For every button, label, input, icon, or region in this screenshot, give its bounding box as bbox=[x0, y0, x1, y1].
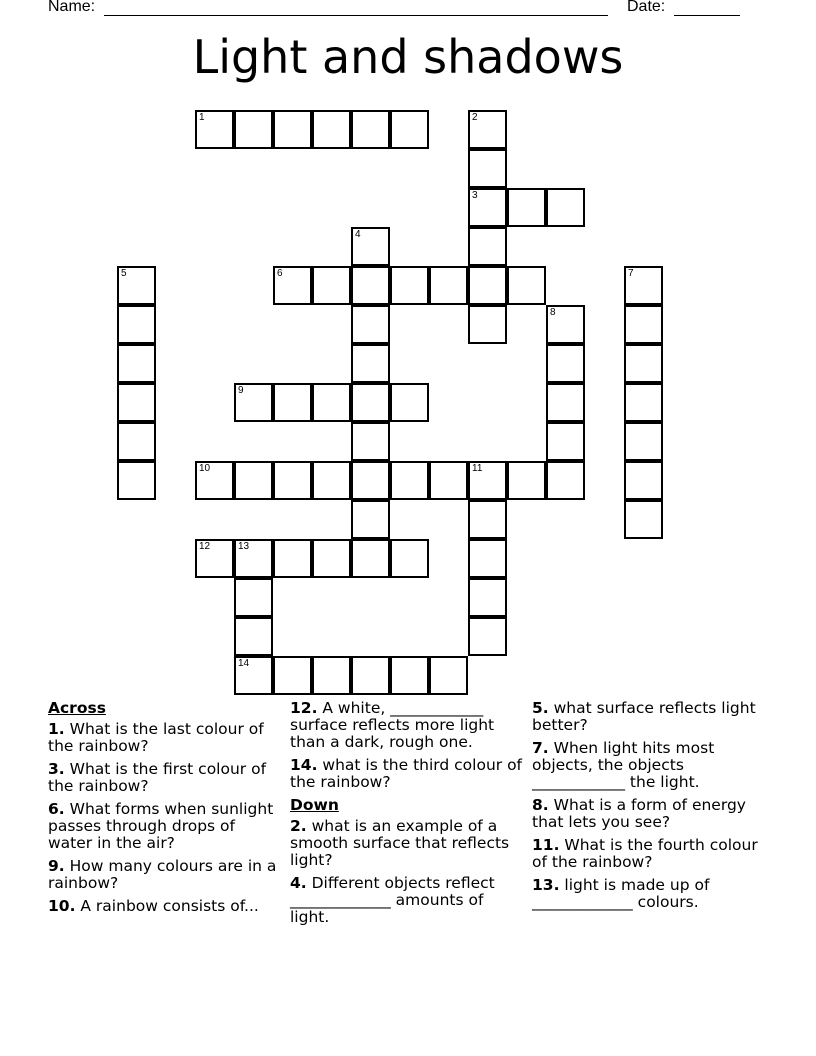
clue-number: 5. bbox=[532, 699, 549, 717]
down-heading: Down bbox=[290, 796, 339, 814]
clue-text: what is the third colour of the rainbow? bbox=[290, 756, 523, 791]
crossword-cell[interactable] bbox=[351, 539, 390, 578]
clue-text: A rainbow consists of... bbox=[80, 897, 259, 915]
crossword-cell[interactable] bbox=[351, 344, 390, 383]
crossword-cell[interactable] bbox=[234, 461, 273, 500]
crossword-cell[interactable] bbox=[273, 656, 312, 695]
crossword-cell[interactable] bbox=[351, 305, 390, 344]
crossword-cell[interactable] bbox=[624, 305, 663, 344]
date-label: Date: bbox=[627, 0, 666, 15]
cell-number: 12 bbox=[199, 541, 211, 552]
crossword-cell[interactable] bbox=[468, 617, 507, 656]
crossword-cell[interactable] bbox=[468, 266, 507, 305]
crossword-cell[interactable] bbox=[468, 578, 507, 617]
cell-number: 14 bbox=[238, 658, 250, 669]
clue-number: 4. bbox=[290, 874, 307, 892]
clue-column-2 bbox=[290, 700, 522, 932]
crossword-cell[interactable] bbox=[234, 539, 273, 578]
across-clue bbox=[48, 898, 278, 915]
crossword-cell[interactable] bbox=[195, 461, 234, 500]
crossword-cell[interactable] bbox=[273, 539, 312, 578]
cell-number: 8 bbox=[550, 307, 556, 318]
name-label: Name: bbox=[48, 0, 96, 15]
across-clue bbox=[48, 858, 278, 892]
crossword-cell[interactable] bbox=[390, 266, 429, 305]
down-clue bbox=[290, 818, 522, 869]
crossword-cell[interactable] bbox=[429, 656, 468, 695]
crossword-cell[interactable] bbox=[390, 461, 429, 500]
crossword-cell[interactable] bbox=[468, 188, 507, 227]
clue-text: Different objects reflect _____________ amounts of light. bbox=[290, 874, 495, 926]
crossword-cell[interactable] bbox=[351, 266, 390, 305]
clue-text: What is the fourth colour of the rainbow? bbox=[532, 836, 758, 871]
crossword-cell[interactable] bbox=[390, 656, 429, 695]
crossword-cell[interactable] bbox=[234, 578, 273, 617]
crossword-cell[interactable] bbox=[312, 383, 351, 422]
crossword-cell[interactable] bbox=[468, 539, 507, 578]
crossword-cell[interactable] bbox=[351, 110, 390, 149]
crossword-cell[interactable] bbox=[624, 383, 663, 422]
crossword-cell[interactable] bbox=[117, 305, 156, 344]
crossword-cell[interactable] bbox=[234, 383, 273, 422]
crossword-cell[interactable] bbox=[507, 266, 546, 305]
down-clue bbox=[532, 700, 772, 734]
crossword-cell[interactable] bbox=[468, 227, 507, 266]
cell-number: 2 bbox=[472, 112, 478, 123]
crossword-cell[interactable] bbox=[234, 617, 273, 656]
clue-text: A white, ____________ surface reflects more light than a dark, rough one. bbox=[290, 699, 495, 751]
crossword-cell[interactable] bbox=[117, 383, 156, 422]
crossword-cell[interactable] bbox=[273, 461, 312, 500]
crossword-cell[interactable] bbox=[234, 110, 273, 149]
crossword-cell[interactable] bbox=[624, 266, 663, 305]
crossword-cell[interactable] bbox=[624, 461, 663, 500]
crossword-cell[interactable] bbox=[546, 461, 585, 500]
crossword-cell[interactable] bbox=[117, 461, 156, 500]
cell-number: 9 bbox=[238, 385, 244, 396]
down-clue bbox=[532, 837, 772, 871]
crossword-cell[interactable] bbox=[546, 344, 585, 383]
crossword-cell[interactable] bbox=[351, 656, 390, 695]
crossword-cell[interactable] bbox=[624, 422, 663, 461]
cell-number: 4 bbox=[355, 229, 361, 240]
crossword-cell[interactable] bbox=[468, 149, 507, 188]
crossword-cell[interactable] bbox=[312, 539, 351, 578]
clue-text: What is the first colour of the rainbow? bbox=[48, 760, 267, 795]
clue-number: 7. bbox=[532, 739, 549, 757]
clue-text: what surface reflects light better? bbox=[532, 699, 756, 734]
crossword-cell[interactable] bbox=[273, 266, 312, 305]
clue-text: What is the last colour of the rainbow? bbox=[48, 720, 264, 755]
clue-number: 11. bbox=[532, 836, 560, 854]
across-clue bbox=[290, 700, 522, 751]
crossword-cell[interactable] bbox=[624, 344, 663, 383]
crossword-cell[interactable] bbox=[351, 383, 390, 422]
crossword-cell[interactable] bbox=[117, 344, 156, 383]
crossword-cell[interactable] bbox=[468, 305, 507, 344]
clue-number: 1. bbox=[48, 720, 65, 738]
across-clue bbox=[290, 757, 522, 791]
clue-text: What forms when sunlight passes through drops of water in the air? bbox=[48, 800, 274, 852]
crossword-cell[interactable] bbox=[351, 422, 390, 461]
crossword-cell[interactable] bbox=[273, 383, 312, 422]
crossword-cell[interactable] bbox=[390, 383, 429, 422]
clue-text: What is a form of energy that lets you see? bbox=[532, 796, 746, 831]
crossword-cell[interactable] bbox=[312, 110, 351, 149]
across-clue bbox=[48, 721, 278, 755]
cell-number: 7 bbox=[628, 268, 634, 279]
across-clue bbox=[48, 761, 278, 795]
crossword-cell[interactable] bbox=[507, 461, 546, 500]
down-clue bbox=[532, 797, 772, 831]
cell-number: 1 bbox=[199, 112, 205, 123]
crossword-cell[interactable] bbox=[546, 188, 585, 227]
crossword-cell[interactable] bbox=[351, 500, 390, 539]
clue-number: 14. bbox=[290, 756, 318, 774]
clue-text: How many colours are in a rainbow? bbox=[48, 857, 277, 892]
clue-column-3 bbox=[532, 700, 772, 917]
clue-number: 12. bbox=[290, 699, 318, 717]
down-clue bbox=[290, 875, 522, 926]
clue-number: 3. bbox=[48, 760, 65, 778]
crossword-cell[interactable] bbox=[195, 539, 234, 578]
crossword-cell[interactable] bbox=[273, 110, 312, 149]
page-title: Light and shadows bbox=[192, 30, 624, 84]
cell-number: 11 bbox=[472, 463, 483, 474]
down-clue bbox=[532, 877, 772, 911]
clue-text: what is an example of a smooth surface that reflects light? bbox=[290, 817, 510, 869]
crossword-cell[interactable] bbox=[546, 422, 585, 461]
clue-number: 10. bbox=[48, 897, 76, 915]
crossword-cell[interactable] bbox=[624, 500, 663, 539]
crossword-cell[interactable] bbox=[429, 461, 468, 500]
crossword-cell[interactable] bbox=[351, 461, 390, 500]
crossword-cell[interactable] bbox=[429, 266, 468, 305]
cell-number: 3 bbox=[472, 190, 478, 201]
crossword-cell[interactable] bbox=[390, 110, 429, 149]
cell-number: 13 bbox=[238, 541, 250, 552]
clue-number: 6. bbox=[48, 800, 65, 818]
crossword-cell[interactable] bbox=[195, 110, 234, 149]
cell-number: 6 bbox=[277, 268, 283, 279]
crossword-cell[interactable] bbox=[234, 656, 273, 695]
crossword-cell[interactable] bbox=[390, 539, 429, 578]
crossword-cell[interactable] bbox=[117, 266, 156, 305]
crossword-cell[interactable] bbox=[312, 461, 351, 500]
crossword-cell[interactable] bbox=[351, 227, 390, 266]
crossword-cell[interactable] bbox=[546, 305, 585, 344]
across-clue bbox=[48, 801, 278, 852]
clue-text: When light hits most objects, the objects ____________ the light. bbox=[532, 739, 715, 791]
crossword-cell[interactable] bbox=[507, 188, 546, 227]
clue-number: 2. bbox=[290, 817, 307, 835]
clue-number: 13. bbox=[532, 876, 560, 894]
crossword-cell[interactable] bbox=[468, 500, 507, 539]
crossword-cell[interactable] bbox=[468, 461, 507, 500]
cell-number: 10 bbox=[199, 463, 211, 474]
clue-number: 9. bbox=[48, 857, 65, 875]
crossword-cell[interactable] bbox=[117, 422, 156, 461]
crossword-cell[interactable] bbox=[312, 656, 351, 695]
clue-text: light is made up of _____________ colours. bbox=[532, 876, 710, 911]
crossword-cell[interactable] bbox=[312, 266, 351, 305]
cell-number: 5 bbox=[121, 268, 127, 279]
down-clue bbox=[532, 740, 772, 791]
across-heading: Across bbox=[48, 699, 106, 717]
crossword-cell[interactable] bbox=[468, 110, 507, 149]
clue-column-1 bbox=[48, 700, 278, 921]
clue-number: 8. bbox=[532, 796, 549, 814]
crossword-cell[interactable] bbox=[546, 383, 585, 422]
